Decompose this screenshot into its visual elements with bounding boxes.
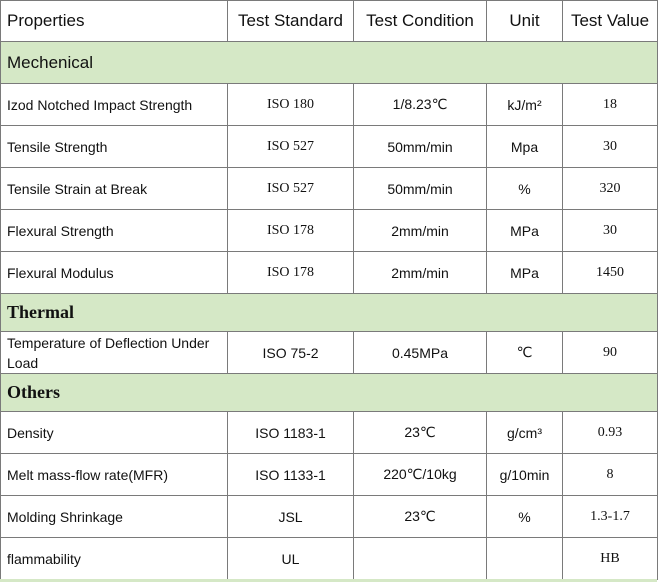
header-unit: Unit: [487, 1, 563, 42]
test-standard: ISO 1133-1: [228, 454, 354, 496]
test-value: 18: [563, 84, 658, 126]
test-standard: JSL: [228, 496, 354, 538]
table-row: [1, 210, 658, 252]
test-value: 8: [563, 454, 658, 496]
test-value: HB: [563, 538, 658, 580]
unit: MPa: [487, 210, 563, 252]
test-value: 320: [563, 168, 658, 210]
test-standard: ISO 178: [228, 252, 354, 294]
table-row: [1, 538, 658, 580]
test-condition: [354, 538, 487, 580]
unit: Mpa: [487, 126, 563, 168]
test-value: 30: [563, 210, 658, 252]
table-row: [1, 454, 658, 496]
section-mechanical: [1, 42, 658, 84]
section-title: Thermal: [1, 294, 658, 332]
property-name: Flexural Strength: [1, 210, 228, 252]
test-standard: ISO 527: [228, 126, 354, 168]
test-standard: ISO 178: [228, 210, 354, 252]
test-standard: UL: [228, 538, 354, 580]
property-name: Density: [1, 412, 228, 454]
test-condition: 0.45MPa: [354, 332, 487, 374]
unit: kJ/m²: [487, 84, 563, 126]
unit: g/10min: [487, 454, 563, 496]
header-test-condition: Test Condition: [354, 1, 487, 42]
test-condition: 220℃/10kg: [354, 454, 487, 496]
header-properties: Properties: [1, 1, 228, 42]
table-row: [1, 332, 658, 374]
property-name: Tensile Strength: [1, 126, 228, 168]
header-test-value: Test Value: [563, 1, 658, 42]
test-standard: ISO 527: [228, 168, 354, 210]
table-row: [1, 412, 658, 454]
test-standard: ISO 180: [228, 84, 354, 126]
section-thermal: [1, 294, 658, 332]
unit: g/cm³: [487, 412, 563, 454]
header-row: [1, 1, 658, 42]
table-row: [1, 126, 658, 168]
test-value: 1.3-1.7: [563, 496, 658, 538]
test-condition: 23℃: [354, 412, 487, 454]
property-name: flammability: [1, 538, 228, 580]
test-value: 0.93: [563, 412, 658, 454]
test-condition: 23℃: [354, 496, 487, 538]
section-title: Mechenical: [1, 42, 658, 84]
unit: ℃: [487, 332, 563, 374]
test-condition: 2mm/min: [354, 252, 487, 294]
property-name: Izod Notched Impact Strength: [1, 84, 228, 126]
property-name: Temperature of Deflection Under Load: [1, 332, 228, 374]
property-name: Flexural Modulus: [1, 252, 228, 294]
unit: MPa: [487, 252, 563, 294]
unit: [487, 538, 563, 580]
table-row: [1, 252, 658, 294]
property-name: Tensile Strain at Break: [1, 168, 228, 210]
table-row: [1, 168, 658, 210]
unit: %: [487, 496, 563, 538]
table-row: [1, 496, 658, 538]
test-value: 90: [563, 332, 658, 374]
section-title: Others: [1, 374, 658, 412]
test-condition: 1/8.23℃: [354, 84, 487, 126]
test-condition: 50mm/min: [354, 126, 487, 168]
property-name: Molding Shrinkage: [1, 496, 228, 538]
table-row: [1, 84, 658, 126]
test-standard: ISO 1183-1: [228, 412, 354, 454]
section-others: [1, 374, 658, 412]
test-condition: 2mm/min: [354, 210, 487, 252]
unit: %: [487, 168, 563, 210]
header-test-standard: Test Standard: [228, 1, 354, 42]
test-condition: 50mm/min: [354, 168, 487, 210]
test-standard: ISO 75-2: [228, 332, 354, 374]
property-name: Melt mass-flow rate(MFR): [1, 454, 228, 496]
test-value: 1450: [563, 252, 658, 294]
test-value: 30: [563, 126, 658, 168]
